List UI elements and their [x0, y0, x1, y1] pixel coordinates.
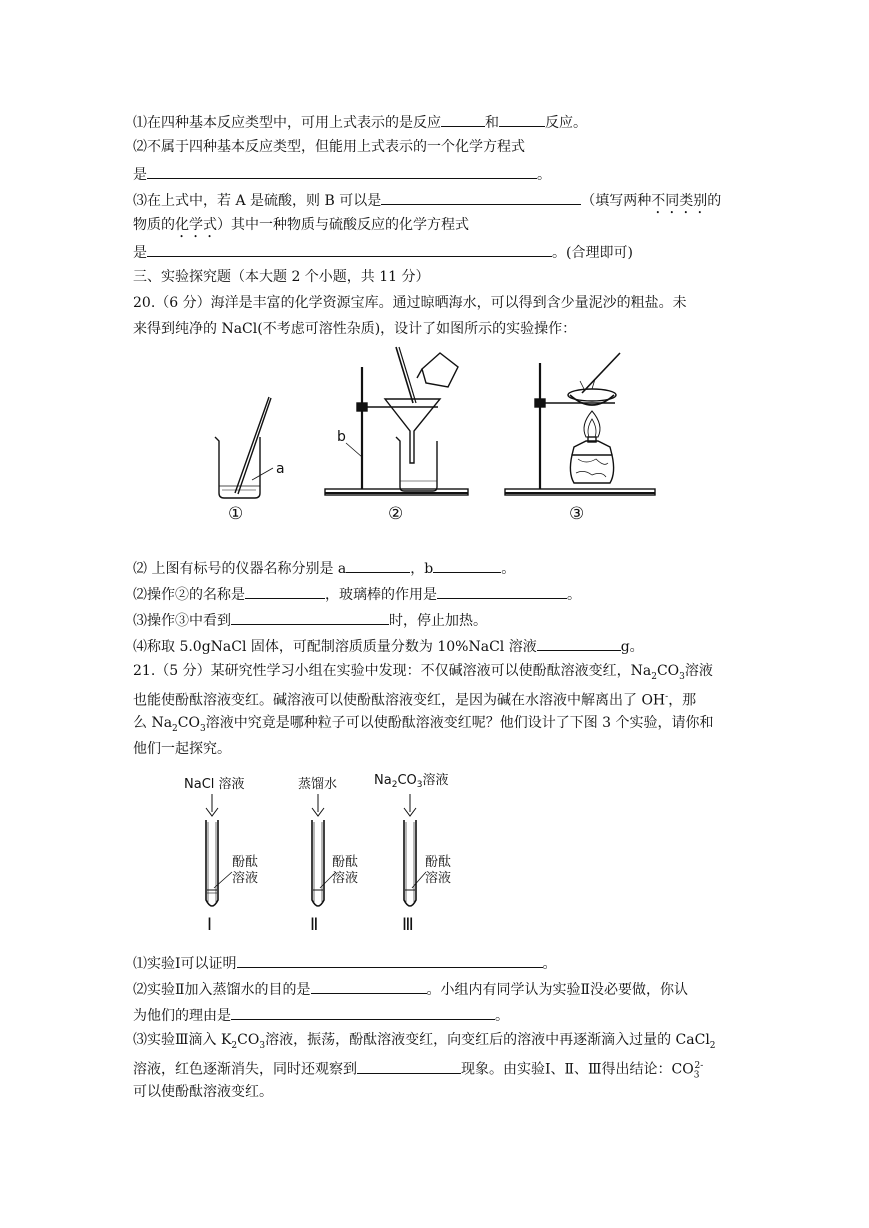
- svg-text:溶液: 溶液: [232, 871, 259, 886]
- answer-blank[interactable]: [441, 111, 485, 127]
- q21-sub2: ⑵实验Ⅱ加入蒸馏水的目的是 。小组内有同学认为实验Ⅱ没必要做，你认: [133, 978, 688, 998]
- answer-blank[interactable]: [237, 952, 543, 968]
- section-heading: 三、实验探究题（本大题 2 个小题，共 11 分）: [133, 269, 430, 285]
- q19-part3-cont: 物质的化学式）其中一种物质与硫酸反应的化学方程式: [133, 217, 469, 233]
- label-a: a: [276, 461, 285, 477]
- q21-stem-line3: 么 $Na_2CO_3$溶液中究竟是哪种粒子可以使酚酞溶液变红呢？他们设计了下图 3 个实验，请你和: [133, 715, 714, 734]
- q21-sub3: ⑶实验Ⅲ滴入 $K_2CO_3$溶液，振荡，酚酞溶液变红，向变红后的溶液中再逐渐滴入过量的 CaCl$_2$: [133, 1032, 716, 1051]
- q21-stem-line1: 21.（5 分）某研究性学习小组在实验中发现：不仅碱溶液可以使酚酞溶液变红，$Na_2CO_3$溶液: [133, 663, 713, 682]
- q19-part3: ⑶在上式中，若 A 是硫酸，则 B 可以是 （填写两种不同类别的: [133, 189, 721, 209]
- label-b: b: [337, 429, 346, 445]
- answer-blank[interactable]: [381, 189, 581, 205]
- q21-conclusion: 可以使酚酞溶液变红。: [133, 1084, 273, 1100]
- q20-sub1: ⑵ 上图有标号的仪器名称分别是 a ，b 。: [133, 557, 515, 577]
- answer-blank[interactable]: [357, 1058, 461, 1074]
- answer-blank[interactable]: [231, 609, 389, 625]
- figure-number-2: ②: [388, 504, 404, 524]
- test-tube-figure: [170, 770, 470, 940]
- q20-sub2: ⑵操作②的名称是 ，玻璃棒的作用是 。: [133, 583, 581, 603]
- answer-blank[interactable]: [499, 111, 545, 127]
- q20-sub3: ⑶操作③中看到 时，停止加热。: [133, 609, 487, 629]
- tube3-label: $Na_2CO_3$溶液: [374, 773, 449, 790]
- q21-sub1: ⑴实验Ⅰ可以证明 。: [133, 952, 557, 972]
- q20-stem-line1: 20.（6 分）海洋是丰富的化学资源宝库。通过晾晒海水，可以得到含少量泥沙的粗盐。未: [133, 295, 687, 311]
- q20-stem-line2: 来得到纯净的 NaCl(不考虑可溶性杂质)，设计了如图所示的实验操作：: [133, 321, 577, 337]
- figure-number-3: ③: [569, 504, 585, 524]
- answer-blank[interactable]: [437, 583, 567, 599]
- answer-blank[interactable]: [311, 978, 427, 994]
- svg-text:酚酞: 酚酞: [332, 855, 359, 870]
- figure-number-1: ①: [228, 504, 244, 524]
- answer-blank[interactable]: [245, 583, 325, 599]
- answer-blank[interactable]: [537, 635, 621, 651]
- q19-part2: ⑵不属于四种基本反应类型，但能用上式表示的一个化学方程式: [133, 139, 525, 155]
- q19-part1: ⑴在四种基本反应类型中，可用上式表示的是反应 和 反应。: [133, 111, 587, 131]
- svg-text:酚酞: 酚酞: [232, 855, 259, 870]
- roman-2: Ⅱ: [310, 915, 319, 935]
- q19-part3-answer: 是 。(合理即可): [133, 241, 633, 261]
- answer-blank[interactable]: [147, 163, 537, 179]
- q19-part2-answer: 是 。: [133, 163, 551, 183]
- roman-3: Ⅲ: [402, 915, 414, 935]
- svg-text:溶液: 溶液: [425, 871, 452, 886]
- lab-apparatus-figure: [200, 345, 670, 525]
- answer-blank[interactable]: [433, 557, 501, 573]
- q21-sub3-cont: 溶液，红色逐渐消失，同时还观察到 现象。由实验Ⅰ、Ⅱ、Ⅲ得出结论：$CO_3^{2-}$: [133, 1056, 703, 1076]
- tube2-label: 蒸馏水: [298, 777, 338, 792]
- roman-1: Ⅰ: [207, 915, 213, 935]
- svg-text:酚酞: 酚酞: [425, 855, 452, 870]
- q21-sub2-cont: 为他们的理由是 。: [133, 1004, 509, 1024]
- answer-blank[interactable]: [147, 241, 552, 257]
- q21-stem-line4: 他们一起探究。: [133, 741, 231, 757]
- q20-sub4: ⑷称取 5.0gNaCl 固体，可配制溶质质量分数为 10%NaCl 溶液 g。: [133, 635, 644, 655]
- answer-blank[interactable]: [346, 557, 410, 573]
- q21-stem-line2: 也能使酚酞溶液变红。碱溶液可以使酚酞溶液变红，是因为碱在水溶液中解离出了 OH-，那: [133, 692, 697, 709]
- tube1-label: NaCl 溶液: [184, 777, 245, 792]
- answer-blank[interactable]: [231, 1004, 495, 1020]
- svg-text:溶液: 溶液: [332, 871, 359, 886]
